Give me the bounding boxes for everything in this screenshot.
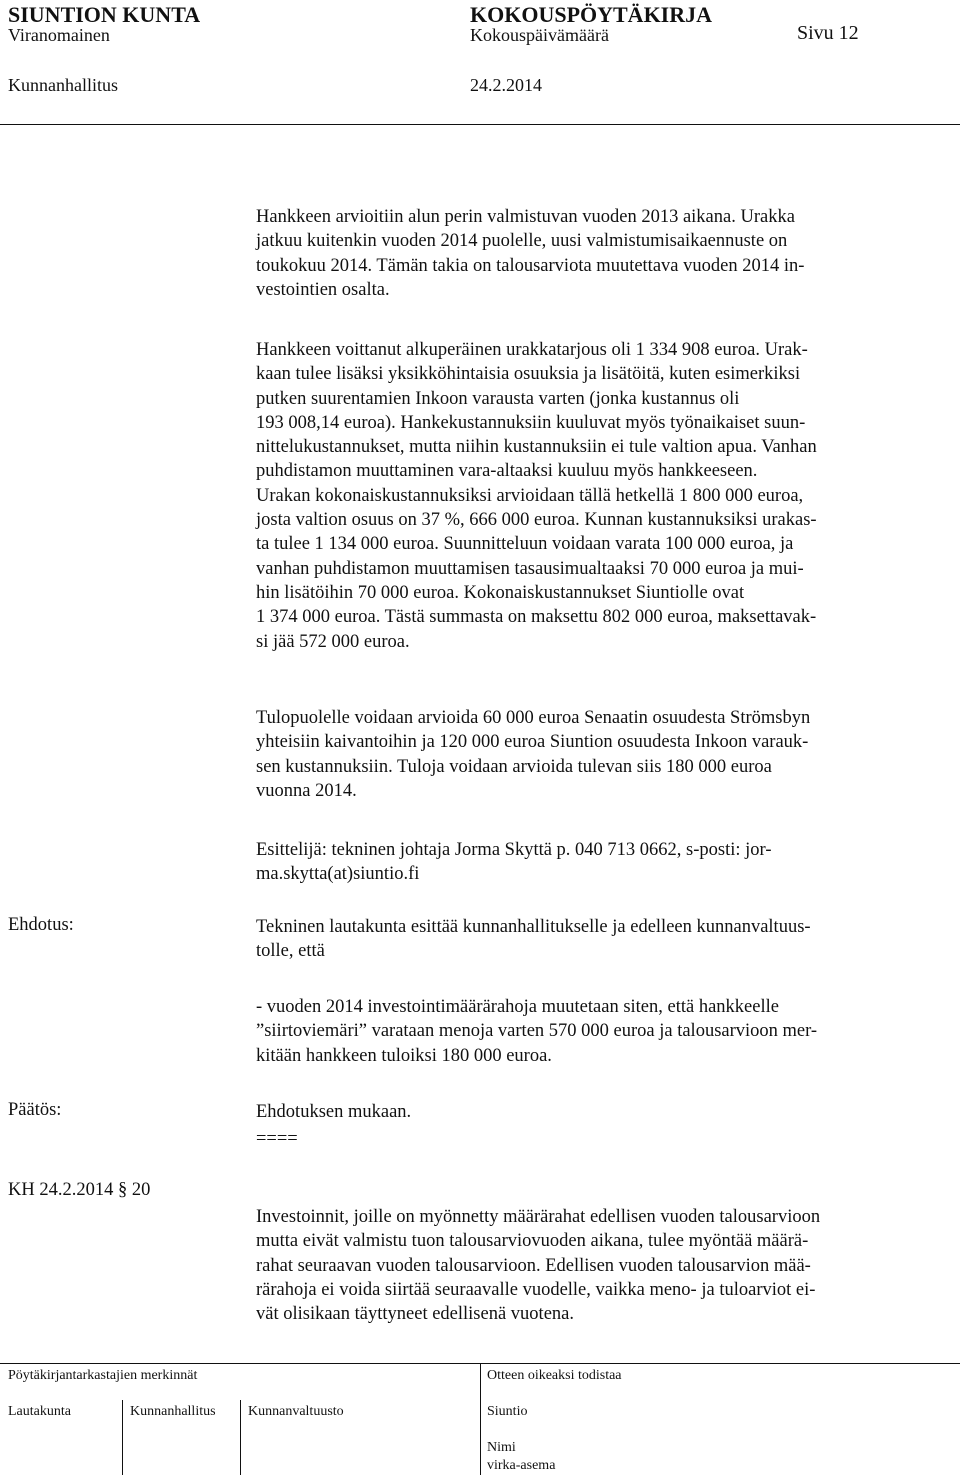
authority-label: Viranomainen xyxy=(8,25,110,45)
text-line: vanhan puhdistamon muuttamisen tasausimualtaaksi 70 000 euroa ja mui- xyxy=(256,558,804,579)
reviewers-label: Pöytäkirjantarkastajien merkinnät xyxy=(8,1368,198,1383)
separator-text: ==== xyxy=(256,1129,298,1149)
text-line: rahat seuraavan vuoden talousarvioon. Edellisen vuoden talousarvion mää- xyxy=(256,1255,811,1276)
text-line: vät olisikaan täyttyneet edellisenä vuotena. xyxy=(256,1304,574,1325)
footer-col-kunnanvaltuusto: Kunnanvaltuusto xyxy=(248,1404,344,1419)
text-line: sen kustannuksiin. Tuloja voidaan arvioida tulevan siis 180 000 euroa xyxy=(256,756,772,777)
paragraph-income xyxy=(256,706,944,803)
text-line: josta valtion osuus on 37 %, 666 000 euroa. Kunnan kustannuksiksi urakas- xyxy=(256,510,817,531)
text-line: jatkuu kuitenkin vuoden 2014 puolelle, uusi valmistumisaikaennuste on xyxy=(256,231,788,252)
paragraph-investments xyxy=(256,1205,944,1326)
text-line: Urakan kokonaiskustannuksiksi arvioidaan tällä hetkellä 1 800 000 euroa, xyxy=(256,485,804,506)
footer-col-divider-2 xyxy=(240,1400,241,1475)
text-line: Investoinnit, joille on myönnetty määrärahat edellisen vuoden talousarvioon xyxy=(256,1207,821,1227)
footer-title-label: virka-asema xyxy=(487,1458,556,1473)
text-line: puhdistamon muuttaminen vara-altaaksi kuuluu myös hankkeeseen. xyxy=(256,461,758,482)
footer-center-divider xyxy=(480,1363,481,1475)
text-line: mutta eivät valmistu tuon talousarviovuoden aikana, tulee myöntää määrä- xyxy=(256,1231,809,1252)
decision-label: Päätös: xyxy=(8,1100,62,1120)
text-line: ta tulee 1 134 000 euroa. Suunnitteluun voidaan varata 100 000 euroa, ja xyxy=(256,534,794,555)
text-line: ma.skytta(at)siuntio.fi xyxy=(256,864,420,885)
text-line: Hankkeen arvioitiin alun perin valmistuvan vuoden 2013 aikana. Urakka xyxy=(256,207,795,227)
text-line: hin lisätöihin 70 000 euroa. Kokonaiskustannukset Siuntiolle ovat xyxy=(256,582,745,603)
footer-name-label: Nimi xyxy=(487,1440,516,1455)
paragraph-schedule xyxy=(256,205,944,302)
proposal-text xyxy=(256,915,944,964)
text-line: nittelukustannukset, mutta niihin kustannuksiin ei tule valtion apua. Vanhan xyxy=(256,437,817,458)
text-line: Esittelijä: tekninen johtaja Jorma Skyttä p. 040 713 0662, s-posti: jor- xyxy=(256,840,772,860)
certified-label: Otteen oikeaksi todistaa xyxy=(487,1368,622,1383)
organization-name: SIUNTION KUNTA xyxy=(8,2,201,27)
text-line: si jää 572 000 euroa. xyxy=(256,631,410,652)
footer-place: Siuntio xyxy=(487,1404,528,1419)
presenter-info xyxy=(256,838,944,887)
text-line: toukokuu 2014. Tämän takia on talousarviota muutettava vuoden 2014 in- xyxy=(256,255,805,276)
text-line: putken suurentamien Inkoon varausta varten (jonka kustannus oli xyxy=(256,388,740,409)
document-type: KOKOUSPÖYTÄKIRJA xyxy=(470,2,713,27)
paragraph-costs xyxy=(256,338,944,654)
text-line: Tekninen lautakunta esittää kunnanhallitukselle ja edelleen kunnanvaltuus- xyxy=(256,917,811,937)
text-line: - vuoden 2014 investointimäärärahoja muutetaan siten, että hankkeelle xyxy=(256,997,779,1017)
meeting-date-label: Kokouspäivämäärä xyxy=(470,25,609,45)
footer-col-divider-1 xyxy=(122,1400,123,1475)
text-line: kitään hankkeen tuloiksi 180 000 euroa. xyxy=(256,1045,552,1066)
text-line: kaan tulee lisäksi yksikköhintaisia osuuksia ja lisätöitä, kuten esimerkiksi xyxy=(256,364,801,385)
text-line: Hankkeen voittanut alkuperäinen urakkatarjous oli 1 334 908 euroa. Urak- xyxy=(256,340,808,360)
page-number: Sivu 12 xyxy=(797,22,859,44)
text-line: Tulopuolelle voidaan arvioida 60 000 euroa Senaatin osuudesta Strömsbyn xyxy=(256,708,811,728)
proposal-label: Ehdotus: xyxy=(8,915,74,935)
decision-text: Ehdotuksen mukaan. xyxy=(256,1102,412,1122)
text-line: ”siirtoviemäri” varataan menoja varten 570 000 euroa ja talousarvioon mer- xyxy=(256,1021,818,1042)
proposal-item xyxy=(256,995,944,1068)
authority-name: Kunnanhallitus xyxy=(8,75,118,95)
footer-col-lautakunta: Lautakunta xyxy=(8,1404,71,1419)
footer-col-kunnanhallitus: Kunnanhallitus xyxy=(130,1404,216,1419)
header-divider xyxy=(0,124,960,125)
text-line: rärahoja ei voida siirtää seuraavalle vuodelle, vaikka meno- ja tuloarviot ei- xyxy=(256,1279,816,1300)
text-line: 193 008,14 euroa). Hankekustannuksiin kuuluvat myös työnaikaiset suun- xyxy=(256,412,806,433)
section-reference: KH 24.2.2014 § 20 xyxy=(8,1180,151,1200)
text-line: yhteisiin kaivantoihin ja 120 000 euroa Siuntion osuudesta Inkoon varauk- xyxy=(256,732,809,753)
text-line: 1 374 000 euroa. Tästä summasta on maksettu 802 000 euroa, maksettavak- xyxy=(256,607,817,628)
text-line: vuonna 2014. xyxy=(256,780,357,801)
text-line: tolle, että xyxy=(256,941,325,962)
text-line: vestointien osalta. xyxy=(256,279,390,300)
meeting-date: 24.2.2014 xyxy=(470,75,542,95)
